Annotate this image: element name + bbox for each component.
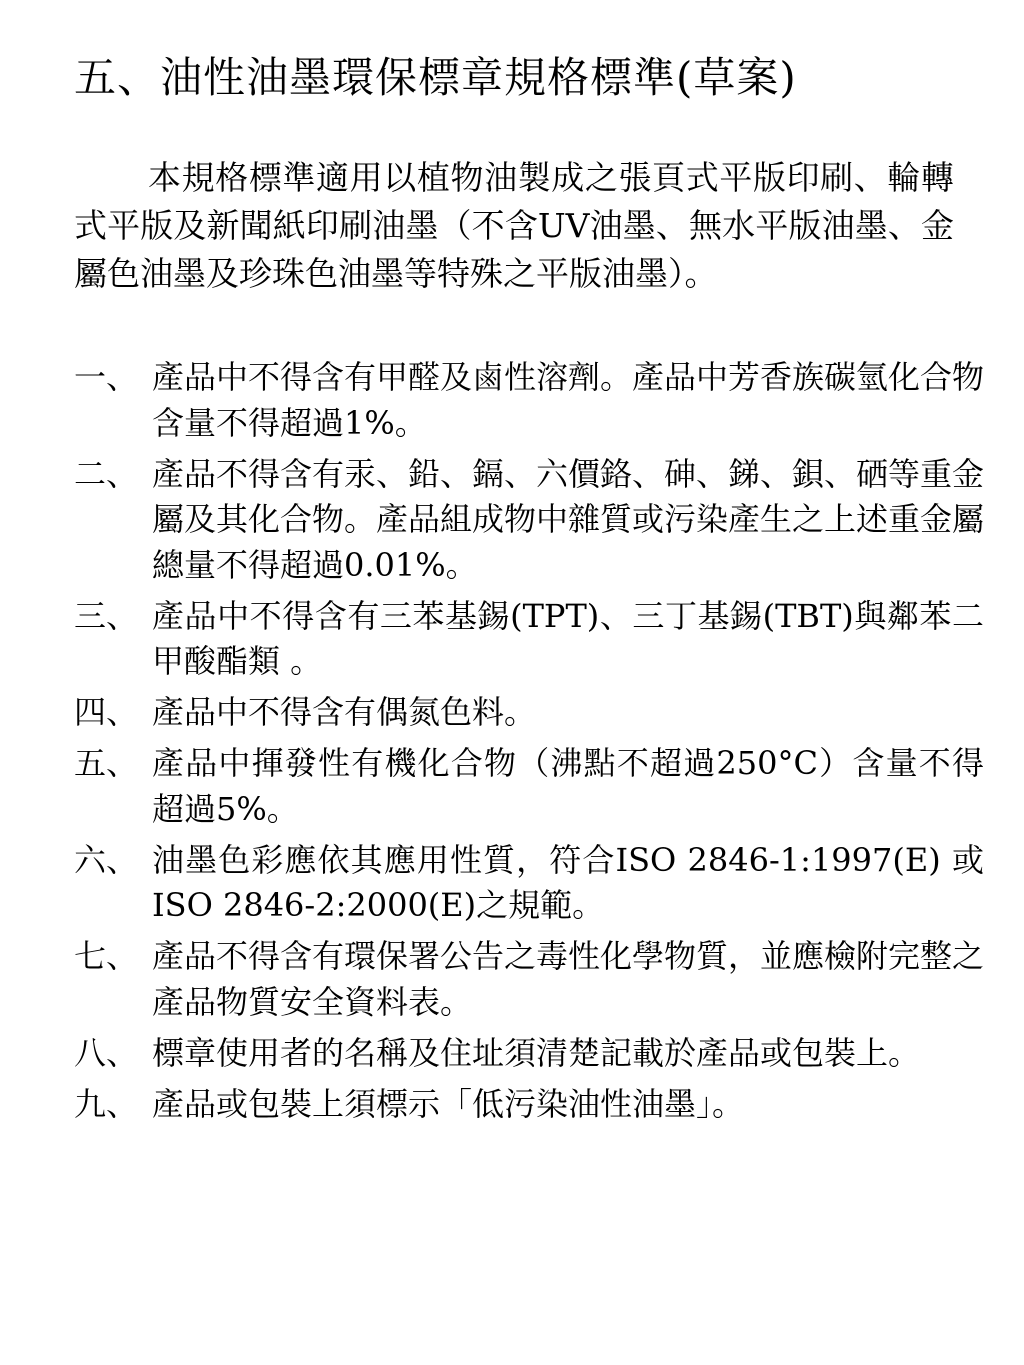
- clause-text: 產品不得含有汞、鉛、鎘、六價鉻、砷、銻、鋇、硒等重金屬及其化合物。產品組成物中雜質或污染產生之上述重金屬總量不得超過0.01%。: [152, 454, 985, 584]
- clause-text: 標章使用者的名稱及住址須清楚記載於產品或包裝上。: [152, 1033, 921, 1072]
- document-title: 五、油性油墨環保標章規格標準(草案): [74, 53, 797, 102]
- clause-item: [74, 690, 984, 736]
- clause-item: [74, 355, 984, 446]
- clause-number: 四、: [74, 693, 139, 731]
- clause-number: 六、: [74, 840, 139, 879]
- clause-item: [74, 1082, 984, 1128]
- clause-number: 五、: [74, 744, 139, 782]
- clause-text: 產品中不得含有甲醛及鹵性溶劑。產品中芳香族碳氫化合物含量不得超過1%。: [152, 358, 985, 442]
- intro-paragraph: 本規格標準適用以植物油製成之張頁式平版印刷、輪轉式平版及新聞紙印刷油墨（不含UV油墨、無水平版油墨、金屬色油墨及珍珠色油墨等特殊之平版油墨）。: [74, 158, 954, 293]
- clause-text: 產品中不得含有偶氮色料。: [152, 693, 537, 731]
- clause-item: [74, 594, 984, 685]
- clause-text: 產品不得含有環保署公告之毒性化學物質，並應檢附完整之產品物質安全資料表。: [152, 937, 985, 1021]
- clause-text: 產品中揮發性有機化合物（沸點不超過250°C）含量不得超過5%。: [152, 744, 984, 828]
- clause-text: 產品或包裝上須標示「低污染油性油墨」。: [152, 1084, 745, 1123]
- clause-number: 一、: [74, 358, 139, 396]
- clause-list: [74, 355, 984, 1133]
- clause-number: 三、: [74, 596, 139, 635]
- clause-text: 油墨色彩應依其應用性質，符合ISO 2846-1:1997(E) 或ISO 2846-2:2000(E)之規範。: [152, 840, 984, 924]
- clause-number: 二、: [74, 454, 139, 493]
- clause-number: 七、: [74, 937, 139, 975]
- clause-text: 產品中不得含有三苯基錫(TPT)、三丁基錫(TBT)與鄰苯二甲酸酯類 。: [152, 596, 984, 680]
- clause-item: [74, 452, 984, 589]
- clause-item: [74, 838, 984, 929]
- clause-item: [74, 934, 984, 1025]
- clause-number: 九、: [74, 1084, 139, 1123]
- clause-item: [74, 1031, 984, 1077]
- clause-number: 八、: [74, 1033, 139, 1072]
- clause-item: [74, 741, 984, 832]
